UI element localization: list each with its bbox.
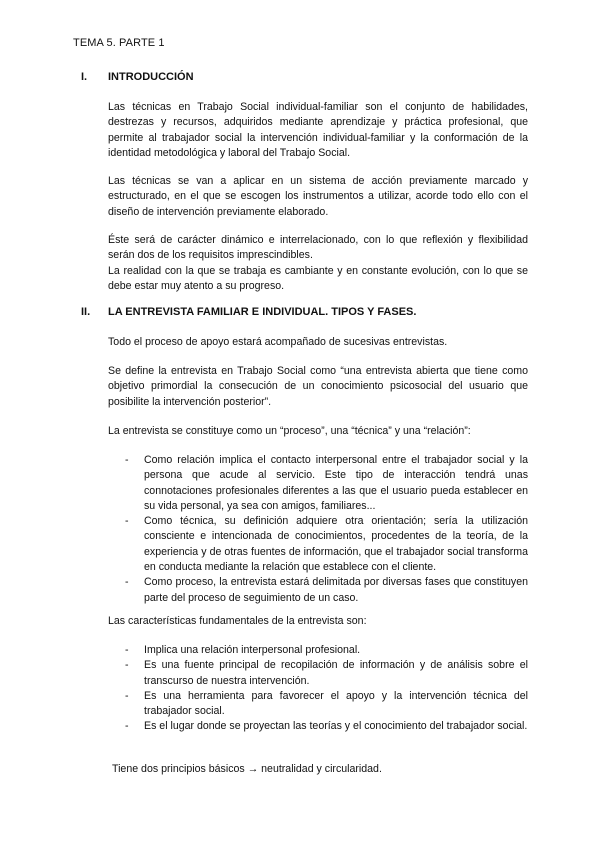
- intro-paragraph-4: La realidad con la que se trabaja es cambiante y en constante evolución, con lo que se debe estar muy atento a su progreso.: [108, 265, 528, 293]
- interview-paragraph-3: La entrevista se constituye como un “proceso”, una “técnica” y una “relación”:: [108, 425, 471, 437]
- section-2-title: LA ENTREVISTA FAMILIAR E INDIVIDUAL. TIPOS Y FASES.: [108, 306, 417, 318]
- section-1-title: INTRODUCCIÓN: [108, 71, 194, 83]
- interview-aspects-list: [123, 453, 528, 606]
- section-2-number: II.: [81, 306, 91, 318]
- section-1-number: I.: [81, 71, 88, 83]
- intro-paragraph-3: Éste será de carácter dinámico e interrelacionado, con lo que reflexión y flexibilidad serán dos de los requisitos imprescindibles.: [108, 234, 528, 262]
- list-item: - Es una fuente principal de recopilación de información y de análisis sobre el transcurso de nuestra intervención.: [123, 658, 528, 689]
- intro-paragraph-2: Las técnicas se van a aplicar en un sistema de acción previamente marcado y estructurado, en el que se escogen los instrumentos a utilizar, acorde todo ello con el diseño de intervención previamente elaborado.: [108, 175, 528, 218]
- list-item: - Como proceso, la entrevista estará delimitada por diversas fases que constituyen parte del proceso de seguimiento de un caso.: [123, 575, 528, 606]
- list-item: - Implica una relación interpersonal profesional.: [123, 643, 528, 658]
- list-item: - Es el lugar donde se proyectan las teorías y el conocimiento del trabajador social.: [123, 719, 528, 734]
- section-1-heading: [81, 71, 194, 83]
- interview-paragraph-1: Todo el proceso de apoyo estará acompañado de sucesivas entrevistas.: [108, 336, 448, 348]
- list-item: - Como técnica, su definición adquiere otra orientación; sería la utilización consciente e intencionada de conocimientos, procedentes de la teoría, de la experiencia y de otras fuentes de información, que el trabajador social transforma en conducta mediante la relación que establece con el cliente.: [123, 514, 528, 575]
- interview-definition-paragraph: Se define la entrevista en Trabajo Social como “una entrevista abierta que tiene como objetivo primordial la consecución de un conocimiento psicosocial del usuario que posibilite la intervención posterior”.: [108, 365, 528, 408]
- list-item: - Es una herramienta para favorecer el apoyo y la intervención técnica del trabajador social.: [123, 689, 528, 720]
- section-2-heading: [81, 306, 416, 318]
- list-item: - Como relación implica el contacto interpersonal entre el trabajador social y la persona que acude al servicio. Este tipo de interacción tendrá unas connotaciones profesionales diferentes a las que el usuario pueda establecer en su vida personal, ya sea con amigos, familiares...: [123, 453, 528, 514]
- intro-paragraph-1: Las técnicas en Trabajo Social individual-familiar son el conjunto de habilidades, destrezas y recursos, adquiridos mediante aprendizaje y práctica profesional, que permite al trabajador social la intervención individual-familiar y la conformación de la identidad metodológica y laboral del Trabajo Social.: [108, 101, 528, 159]
- characteristics-list: [123, 643, 528, 735]
- principles-line: Tiene dos principios básicos → neutralidad y circularidad.: [112, 763, 382, 775]
- page-header: TEMA 5. PARTE 1: [73, 37, 165, 49]
- characteristics-intro: Las características fundamentales de la entrevista son:: [108, 615, 367, 627]
